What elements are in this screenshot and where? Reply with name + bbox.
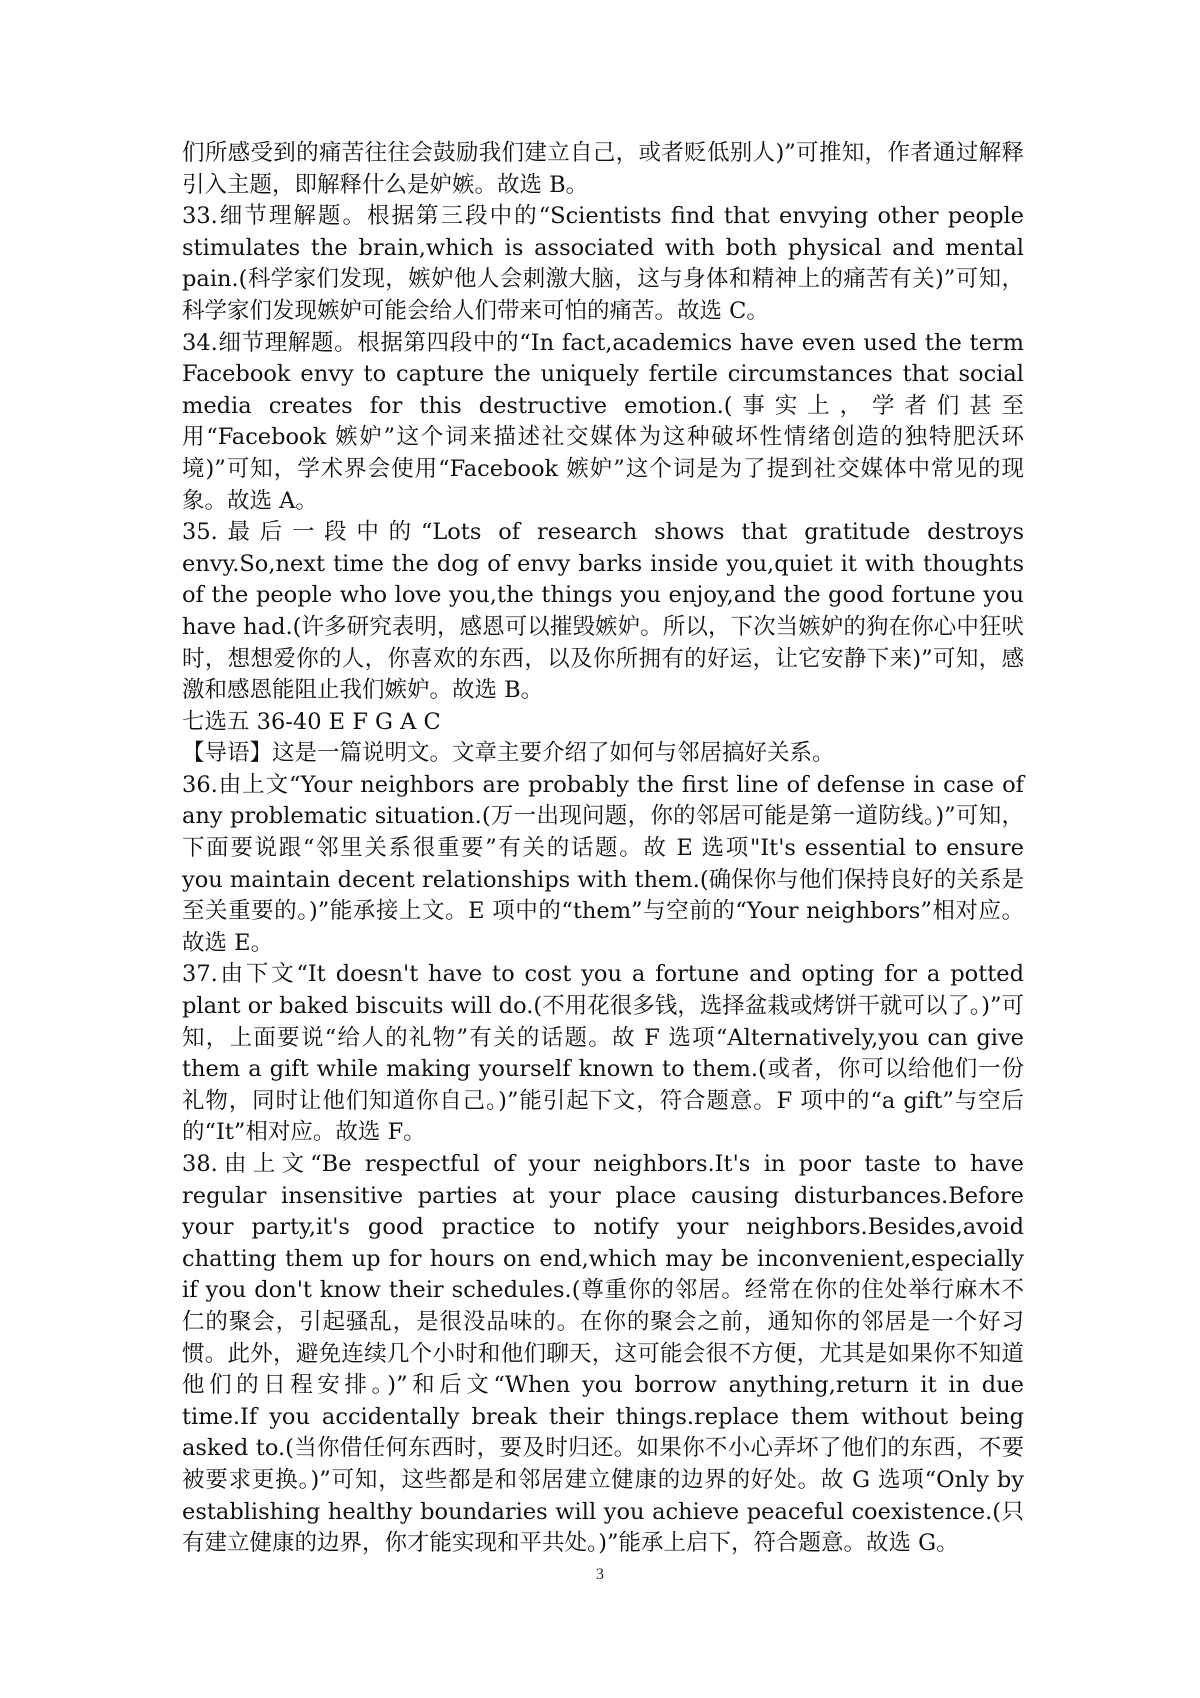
document-body bbox=[182, 138, 1024, 1560]
paragraph-q32-continuation: 们所感受到的痛苦往往会鼓励我们建立自己，或者贬低别人)”可推知，作者通过解释引入主题，即解释什么是妒嫉。故选 B。 bbox=[182, 140, 1024, 198]
paragraph-q38: 38.由上文“Be respectful of your neighbors.It's in poor taste to have regular insensitive parties at your place causing disturbances.Before your party,it's good practice to notify your neighbors.Besides,avoid chatting them up for hours on end,which may be inconvenient,especially if you don't know their schedules.(尊重你的邻居。经常在你的住处举行麻木不仁的聚会，引起骚乱，是很没品味的。在你的聚会之前，通知你的邻居是一个好习惯。此外，避免连续几个小时和他们聊天，这可能会很不方便，尤其是如果你不知道他们的日程安排。)”和后文“When you borrow anything,return it in due time.If you accidentally break their things.replace them without being asked to.(当你借任何东西时，要及时归还。如果你不小心弄坏了他们的东西，不要被要求更换。)”可知，这些都是和邻居建立健康的边界的好处。故 G 选项“Only by establishing healthy boundaries will you achieve peaceful coexistence.(只有建立健康的边界，你才能实现和平共处。)”能承上启下，符合题意。故选 G。 bbox=[182, 1151, 1024, 1557]
paragraph-intro: 【导语】这是一篇说明文。文章主要介绍了如何与邻居搞好关系。 bbox=[182, 740, 835, 767]
paragraph-q35: 35.最后一段中的“Lots of research shows that gratitude destroys envy.So,next time the dog of envy barks inside you,quiet it with thoughts of the people who love you,the things you enjoy,and the good fortune you have had.(许多研究表明，感恩可以摧毁嫉妒。所以，下次当嫉妒的狗在你心中狂吠时，想想爱你的人，你喜欢的东西，以及你所拥有的好运，让它安静下来)”可知，感激和感恩能阻止我们嫉妒。故选 B。 bbox=[182, 519, 1024, 704]
paragraph-q37: 37.由下文“It doesn't have to cost you a fortune and opting for a potted plant or baked biscuits will do.(不用花很多钱，选择盆栽或烤饼干就可以了。)”可知，上面要说“给人的礼物”有关的话题。故 F 选项“Alternatively,you can give them a gift while making yourself known to them.(或者，你可以给他们一份礼物，同时让他们知道你自己。)”能引起下文，符合题意。F 项中的“a gift”与空后的“It”相对应。故选 F。 bbox=[182, 961, 1024, 1146]
paragraph-q34: 34.细节理解题。根据第四段中的“In fact,academics have even used the term Facebook envy to capture the uniquely fertile circumstances that social media creates for this destructive emotion.(事实上，学者们甚至用“Facebook 嫉妒”这个词来描述社交媒体为这种破坏性情绪创造的独特肥沃环境)”可知，学术界会使用“Facebook 嫉妒”这个词是为了提到社交媒体中常见的现象。故选 A。 bbox=[182, 329, 1024, 514]
page-number: 3 bbox=[596, 1566, 604, 1583]
section-heading-answers: 七选五 36-40 E F G A C bbox=[182, 708, 441, 735]
paragraph-q36: 36.由上文“Your neighbors are probably the first line of defense in case of any problematic situation.(万一出现问题，你的邻居可能是第一道防线。)”可知，下面要说跟“邻里关系很重要”有关的话题。故 E 选项"It's essential to ensure you maintain decent relationships with them.(确保你与他们保持良好的关系是至关重要的。)”能承接上文。E 项中的“them”与空前的“Your neighbors”相对应。故选 E。 bbox=[182, 771, 1024, 956]
paragraph-q33: 33.细节理解题。根据第三段中的“Scientists find that envying other people stimulates the brain,which is associated with both physical and mental pain.(科学家们发现，嫉妒他人会刺激大脑，这与身体和精神上的痛苦有关)”可知，科学家们发现嫉妒可能会给人们带来可怕的痛苦。故选 C。 bbox=[182, 203, 1024, 324]
